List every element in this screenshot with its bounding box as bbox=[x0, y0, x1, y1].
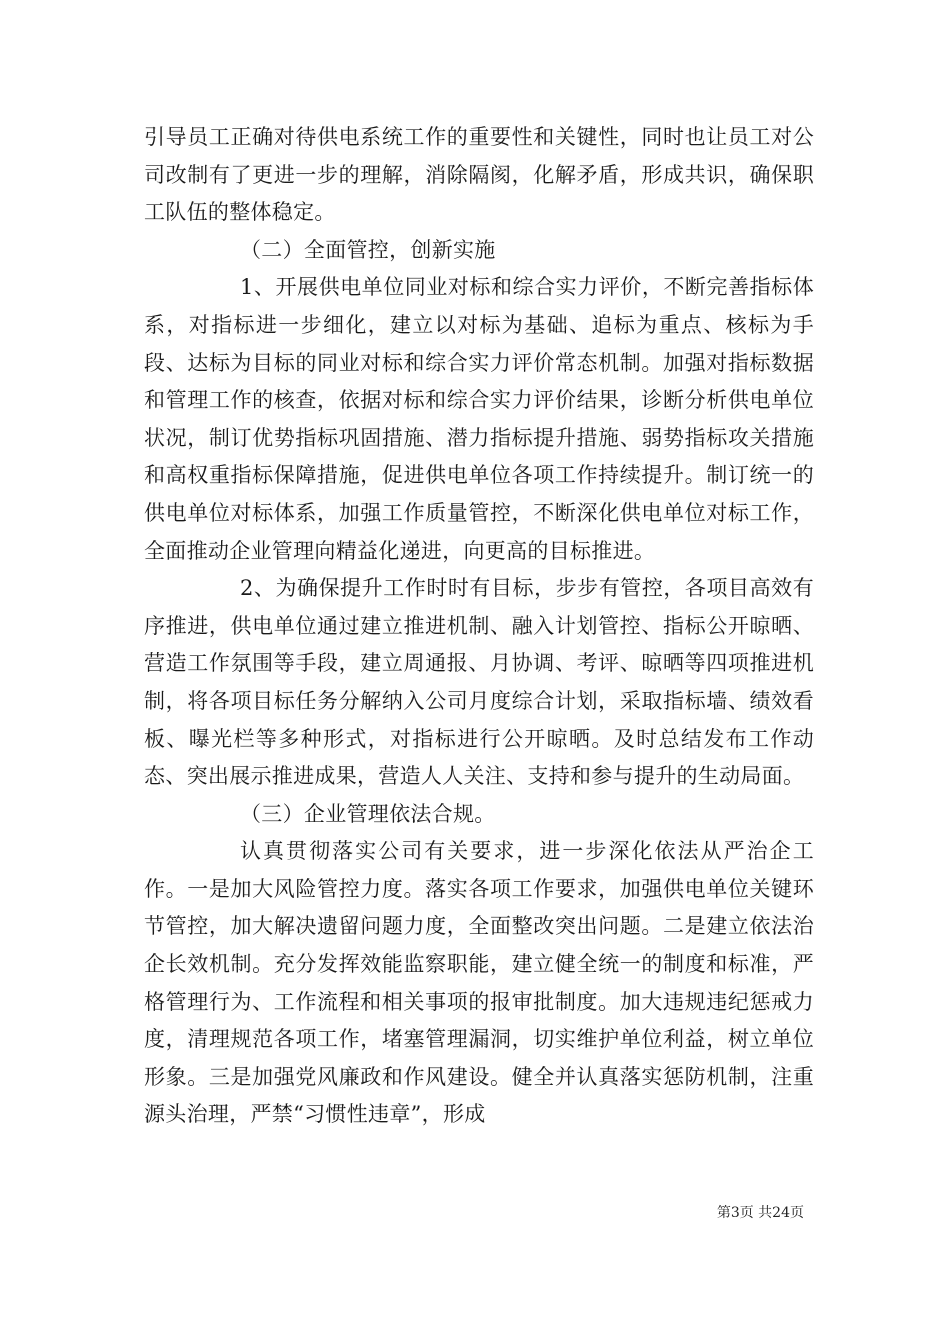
page-footer bbox=[717, 1204, 804, 1222]
paragraph-compliance: 认真贯彻落实公司有关要求，进一步深化依法从严治企工作。一是加大风险管控力度。落实各项工作要求，加强供电单位关键环节管控，加大解决遗留问题力度，全面整改突出问题。二是建立依法治企长效机制。充分发挥效能监察职能，建立健全统一的制度和标准，严格管理行为、工作流程和相关事项的报审批制度。加大违规违纪惩戒力度，清理规范各项工作，堵塞管理漏洞，切实维护单位利益，树立单位形象。三是加强党风廉政和作风建设。健全并认真落实惩防机制，注重源头治理，严禁“习惯性违章”，形成 bbox=[144, 839, 814, 1127]
page-number-label: 第3页 共24页 bbox=[716, 1205, 804, 1221]
paragraph-intro: 引导员工正确对待供电系统工作的重要性和关键性，同时也让员工对公司改制有了更进一步的理解，消除隔阂，化解矛盾，形成共识，确保职工队伍的整体稳定。 bbox=[144, 125, 814, 225]
paragraph-item-2: 2、为确保提升工作时时有目标，步步有管控，各项目高效有序推进，供电单位通过建立推进机制、融入计划管控、指标公开晾晒、营造工作氛围等手段，建立周通报、月协调、考评、晾晒等四项推进机制，将各项目标任务分解纳入公司月度综合计划，采取指标墙、绩效看板、曝光栏等多种形式，对指标进行公开晾晒。及时总结发布工作动态、突出展示推进成果，营造人人关注、支持和参与提升的生动局面。 bbox=[144, 576, 814, 789]
document-body bbox=[144, 119, 814, 1134]
paragraph-item-1: 1、开展供电单位同业对标和综合实力评价，不断完善指标体系，对指标进一步细化，建立以对标为基础、追标为重点、核标为手段、达标为目标的同业对标和综合实力评价常态机制。加强对指标数据和管理工作的核查，依据对标和综合实力评价结果，诊断分析供电单位状况，制订优势指标巩固措施、潜力指标提升措施、弱势指标攻关措施和高权重指标保障措施，促进供电单位各项工作持续提升。制订统一的供电单位对标体系，加强工作质量管控，不断深化供电单位对标工作，全面推动企业管理向精益化递进，向更高的目标推进。 bbox=[144, 275, 814, 563]
section-heading-2: （二）全面管控，创新实施 bbox=[240, 237, 496, 262]
section-heading-3: （三）企业管理依法合规。 bbox=[240, 801, 496, 826]
